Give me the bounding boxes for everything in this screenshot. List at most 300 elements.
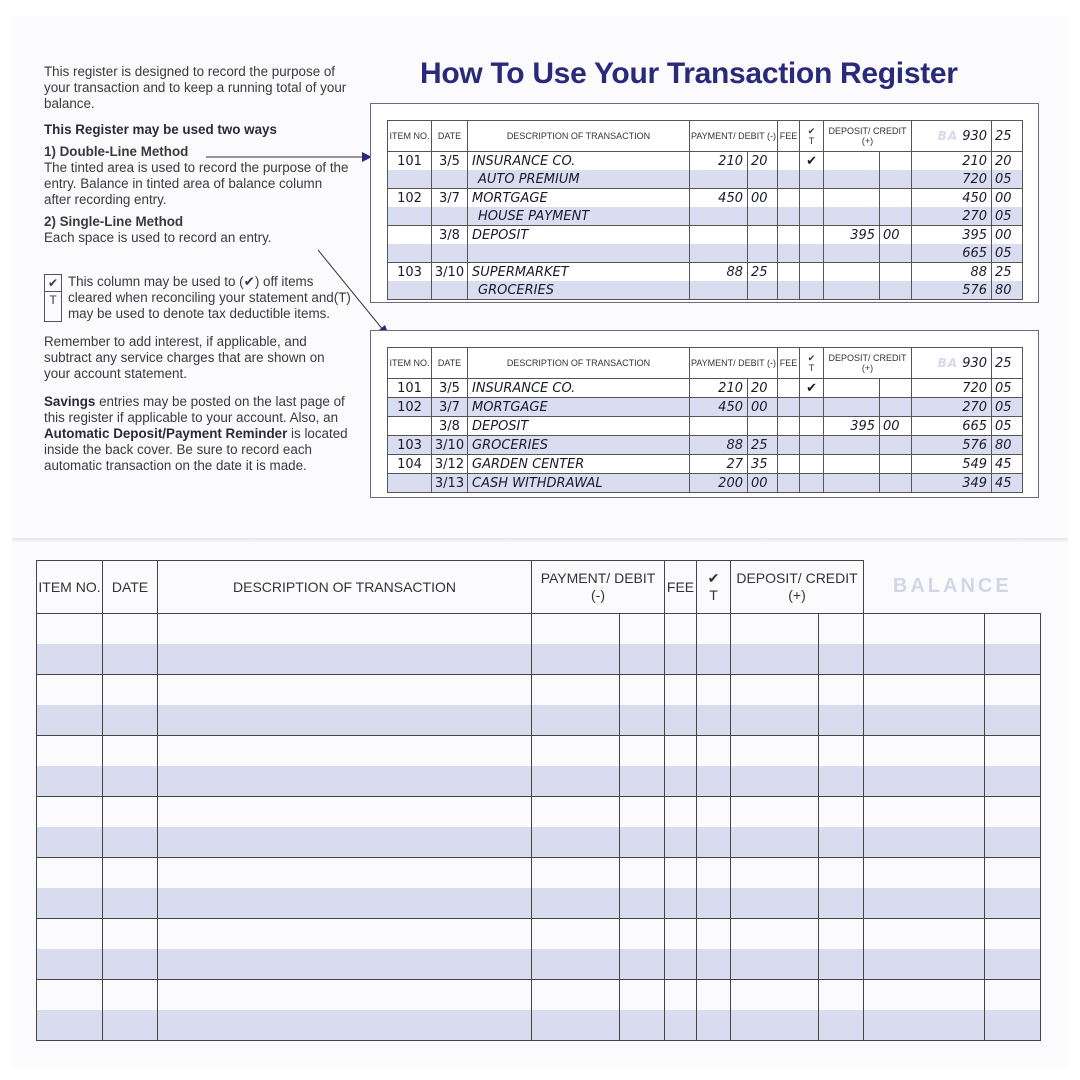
balance-dollars-field[interactable]: [864, 644, 985, 675]
deposit-cents: [880, 152, 912, 171]
check-cell: [800, 170, 824, 189]
payment-cents-field[interactable]: [620, 797, 665, 828]
fee-cell: [778, 417, 800, 436]
fee-field[interactable]: [665, 766, 697, 797]
date-cell: 3/7: [432, 398, 468, 417]
balance-dollars: 665: [912, 417, 992, 436]
check-field[interactable]: [697, 858, 731, 889]
payment-dollars-field[interactable]: [532, 858, 620, 889]
payment-cents: 00: [748, 189, 778, 208]
deposit-dollars: [824, 281, 880, 300]
date-cell: [432, 207, 468, 226]
deposit-dollars: [824, 436, 880, 455]
date-field[interactable]: [103, 980, 158, 1011]
table-row: [388, 207, 1023, 226]
start-balance: [912, 348, 992, 379]
check-field[interactable]: [697, 644, 731, 675]
description-cell: INSURANCE CO.: [468, 152, 690, 171]
balance-cents: 00: [992, 189, 1023, 208]
item-no-field[interactable]: [37, 888, 103, 919]
remember-text: Remember to add interest, if applicable, and subtract any service charges that are shown on your account statement.: [44, 334, 325, 381]
deposit-cents-field[interactable]: [819, 858, 864, 889]
payment-cents: 00: [748, 474, 778, 493]
deposit-cents-field[interactable]: [819, 766, 864, 797]
tax-t-label: T: [808, 136, 815, 146]
deposit-dollars-field[interactable]: [731, 766, 819, 797]
deposit-dollars-field[interactable]: [731, 644, 819, 675]
payment-dollars-field[interactable]: [532, 766, 620, 797]
balance-dollars-field[interactable]: [864, 797, 985, 828]
balance-cents: 05: [992, 417, 1023, 436]
payment-cents: [748, 417, 778, 436]
register-row[interactable]: [37, 888, 1041, 919]
col-check-header: [800, 348, 824, 379]
date-field[interactable]: [103, 858, 158, 889]
balance-cents-field[interactable]: [985, 1010, 1041, 1041]
register-row[interactable]: [37, 827, 1041, 858]
deposit-dollars: [824, 263, 880, 282]
item-no-field[interactable]: [37, 1010, 103, 1041]
description-cell: HOUSE PAYMENT: [468, 207, 690, 226]
example1-rows: [388, 152, 1023, 300]
fee-cell: [778, 207, 800, 226]
balance-dollars-field[interactable]: [864, 614, 985, 645]
start-balance: [912, 121, 992, 152]
deposit-cents-field[interactable]: [819, 644, 864, 675]
payment-cents-field[interactable]: [620, 949, 665, 980]
deposit-dollars-field[interactable]: [731, 675, 819, 706]
date-cell: 3/5: [432, 152, 468, 171]
register-date-header: DATE: [103, 561, 158, 614]
table-row: [388, 281, 1023, 300]
balance-dollars-field[interactable]: [864, 980, 985, 1011]
description-field[interactable]: [158, 797, 532, 828]
balance-cents-field[interactable]: [985, 797, 1041, 828]
payment-dollars-field[interactable]: [532, 1010, 620, 1041]
register-row[interactable]: [37, 1010, 1041, 1041]
deposit-dollars-field[interactable]: [731, 858, 819, 889]
description-cell: DEPOSIT: [468, 417, 690, 436]
balance-dollars-field[interactable]: [864, 888, 985, 919]
fee-cell: [778, 244, 800, 263]
payment-cents-field[interactable]: [620, 980, 665, 1011]
item-no-field[interactable]: [37, 675, 103, 706]
balance-dollars-field[interactable]: [864, 949, 985, 980]
item-no-field[interactable]: [37, 980, 103, 1011]
item-no-field[interactable]: [37, 705, 103, 736]
balance-cents-field[interactable]: [985, 858, 1041, 889]
balance-cents-field[interactable]: [985, 949, 1041, 980]
description-cell: DEPOSIT: [468, 226, 690, 245]
payment-dollars: 200: [690, 474, 748, 493]
balance-cents-field[interactable]: [985, 705, 1041, 736]
fee-field[interactable]: [665, 614, 697, 645]
payment-dollars: [690, 417, 748, 436]
date-field[interactable]: [103, 949, 158, 980]
register-row[interactable]: [37, 858, 1041, 889]
balance-dollars: 88: [912, 263, 992, 282]
check-field[interactable]: [697, 949, 731, 980]
description-field[interactable]: [158, 827, 532, 858]
deposit-dollars: [824, 398, 880, 417]
date-field[interactable]: [103, 888, 158, 919]
deposit-dollars: [824, 189, 880, 208]
item-no: 103: [388, 436, 432, 455]
deposit-cents: [880, 170, 912, 189]
table-row: [388, 244, 1023, 263]
fee-field[interactable]: [665, 980, 697, 1011]
item-no-field[interactable]: [37, 736, 103, 767]
balance-cents: 45: [992, 474, 1023, 493]
payment-cents-field[interactable]: [620, 644, 665, 675]
payment-dollars-field[interactable]: [532, 949, 620, 980]
description-cell: INSURANCE CO.: [468, 379, 690, 398]
description-field[interactable]: [158, 614, 532, 645]
description-cell: GARDEN CENTER: [468, 455, 690, 474]
balance-dollars-field[interactable]: [864, 766, 985, 797]
balance-dollars: 270: [912, 207, 992, 226]
register-row[interactable]: [37, 797, 1041, 828]
balance-dollars-field[interactable]: [864, 1010, 985, 1041]
date-cell: [432, 170, 468, 189]
check-field[interactable]: [697, 797, 731, 828]
balance-cents-field[interactable]: [985, 614, 1041, 645]
fee-cell: [778, 152, 800, 171]
payment-dollars: 210: [690, 152, 748, 171]
check-icon: ✔: [707, 570, 720, 586]
tax-t-label: T: [709, 587, 718, 603]
date-field[interactable]: [103, 919, 158, 950]
payment-cents: 25: [748, 436, 778, 455]
col-fee-header: FEE: [778, 348, 800, 379]
start-balance-cents: 25: [992, 348, 1023, 379]
deposit-dollars-field[interactable]: [731, 797, 819, 828]
check-field[interactable]: [697, 980, 731, 1011]
deposit-cents-field[interactable]: [819, 705, 864, 736]
balance-cents-field[interactable]: [985, 675, 1041, 706]
balance-dollars: 549: [912, 455, 992, 474]
col-item-header: ITEM NO.: [388, 121, 432, 152]
fee-cell: [778, 281, 800, 300]
item-no-field[interactable]: [37, 614, 103, 645]
balance-ghost: BA: [937, 128, 959, 143]
check-field[interactable]: [697, 705, 731, 736]
single-line-text: Each space is used to record an entry.: [44, 230, 272, 245]
check-field[interactable]: [697, 919, 731, 950]
table-row: [388, 152, 1023, 171]
deposit-dollars-field[interactable]: [731, 1010, 819, 1041]
date-field[interactable]: [103, 614, 158, 645]
item-no-field[interactable]: [37, 766, 103, 797]
fee-field[interactable]: [665, 705, 697, 736]
savings-part2: is located inside the back cover. Be sure to record each automatic transaction on the date it is made.: [44, 426, 348, 473]
check-field[interactable]: [697, 827, 731, 858]
table-row: [388, 263, 1023, 282]
register-row[interactable]: [37, 644, 1041, 675]
register-rows: [37, 614, 1041, 1041]
start-balance-dollars: 930: [962, 355, 988, 371]
balance-cents-field[interactable]: [985, 980, 1041, 1011]
payment-dollars-field[interactable]: [532, 797, 620, 828]
check-cell: [800, 417, 824, 436]
payment-cents-field[interactable]: [620, 858, 665, 889]
col-fee-header: FEE: [778, 121, 800, 152]
balance-dollars-field[interactable]: [864, 827, 985, 858]
check-field[interactable]: [697, 675, 731, 706]
payment-cents-field[interactable]: [620, 614, 665, 645]
payment-dollars-field[interactable]: [532, 705, 620, 736]
deposit-cents: [880, 474, 912, 493]
col-desc-header: DESCRIPTION OF TRANSACTION: [468, 121, 690, 152]
balance-cents-field[interactable]: [985, 919, 1041, 950]
check-field[interactable]: [697, 614, 731, 645]
item-no-field[interactable]: [37, 949, 103, 980]
example2-rows: [388, 379, 1023, 493]
check-field[interactable]: [697, 888, 731, 919]
description-cell: AUTO PREMIUM: [468, 170, 690, 189]
balance-dollars: 720: [912, 379, 992, 398]
date-field[interactable]: [103, 1010, 158, 1041]
check-cell: [800, 189, 824, 208]
savings-part1: entries may be posted on the last page of this register if applicable to your account. Also, an: [44, 394, 345, 425]
date-field[interactable]: [103, 827, 158, 858]
balance-dollars-field[interactable]: [864, 736, 985, 767]
date-field[interactable]: [103, 766, 158, 797]
payment-cents: 25: [748, 263, 778, 282]
description-field[interactable]: [158, 949, 532, 980]
fee-field[interactable]: [665, 949, 697, 980]
deposit-cents: [880, 281, 912, 300]
deposit-cents-field[interactable]: [819, 949, 864, 980]
example2-table: [387, 347, 1023, 493]
item-no-field[interactable]: [37, 797, 103, 828]
check-cell: [800, 398, 824, 417]
col-deposit-header: DEPOSIT/ CREDIT (+): [824, 348, 912, 379]
check-field[interactable]: [697, 736, 731, 767]
item-no: [388, 207, 432, 226]
payment-cents-field[interactable]: [620, 705, 665, 736]
deposit-cents-field[interactable]: [819, 980, 864, 1011]
register-row[interactable]: [37, 705, 1041, 736]
table-row: [388, 455, 1023, 474]
deposit-dollars-field[interactable]: [731, 919, 819, 950]
item-no-field[interactable]: [37, 919, 103, 950]
reminder-bold: Automatic Deposit/Payment Reminder: [44, 426, 288, 441]
balance-dollars-field[interactable]: [864, 705, 985, 736]
description-field[interactable]: [158, 644, 532, 675]
description-field[interactable]: [158, 766, 532, 797]
fee-field[interactable]: [665, 644, 697, 675]
fee-cell: [778, 189, 800, 208]
balance-cents-field[interactable]: [985, 766, 1041, 797]
deposit-cents-field[interactable]: [819, 675, 864, 706]
table-row: [388, 417, 1023, 436]
deposit-dollars-field[interactable]: [731, 736, 819, 767]
deposit-cents: [880, 436, 912, 455]
deposit-cents-field[interactable]: [819, 888, 864, 919]
deposit-dollars-field[interactable]: [731, 705, 819, 736]
date-cell: 3/12: [432, 455, 468, 474]
balance-cents: 80: [992, 281, 1023, 300]
item-no: [388, 281, 432, 300]
item-no: 104: [388, 455, 432, 474]
balance-cents: 05: [992, 170, 1023, 189]
balance-cents-field[interactable]: [985, 736, 1041, 767]
register-row[interactable]: [37, 675, 1041, 706]
description-cell: MORTGAGE: [468, 189, 690, 208]
table-row: [388, 436, 1023, 455]
table-row: [388, 398, 1023, 417]
check-cell: [800, 263, 824, 282]
description-field[interactable]: [158, 888, 532, 919]
register-row[interactable]: [37, 919, 1041, 950]
deposit-dollars-field[interactable]: [731, 888, 819, 919]
date-field[interactable]: [103, 644, 158, 675]
date-cell: [432, 244, 468, 263]
table-row: [388, 474, 1023, 493]
date-field[interactable]: [103, 736, 158, 767]
description-cell: SUPERMARKET: [468, 263, 690, 282]
blank-register: [36, 560, 1041, 1041]
deposit-cents-field[interactable]: [819, 919, 864, 950]
check-cell: [800, 207, 824, 226]
payment-dollars-field[interactable]: [532, 736, 620, 767]
payment-cents: 00: [748, 398, 778, 417]
deposit-dollars-field[interactable]: [731, 614, 819, 645]
deposit-cents-field[interactable]: [819, 797, 864, 828]
description-field[interactable]: [158, 858, 532, 889]
item-no: 101: [388, 379, 432, 398]
description-field[interactable]: [158, 675, 532, 706]
payment-cents-field[interactable]: [620, 919, 665, 950]
tax-t-label: T: [808, 363, 815, 373]
double-line-heading: 1) Double-Line Method: [44, 144, 189, 159]
description-field[interactable]: [158, 919, 532, 950]
register-row[interactable]: [37, 949, 1041, 980]
balance-dollars: 349: [912, 474, 992, 493]
balance-cents: 05: [992, 379, 1023, 398]
description-field[interactable]: [158, 980, 532, 1011]
ways-heading: This Register may be used two ways: [44, 122, 277, 137]
check-cell: [800, 436, 824, 455]
payment-dollars-field[interactable]: [532, 675, 620, 706]
payment-dollars-field[interactable]: [532, 827, 620, 858]
check-icon: ✔: [807, 353, 816, 363]
payment-cents: [748, 244, 778, 263]
fee-cell: [778, 474, 800, 493]
check-cell: [800, 474, 824, 493]
register-payment-header: PAYMENT/ DEBIT (-): [532, 561, 665, 614]
payment-dollars-field[interactable]: [532, 919, 620, 950]
description-field[interactable]: [158, 736, 532, 767]
start-balance-dollars: 930: [962, 128, 988, 144]
balance-cents-field[interactable]: [985, 827, 1041, 858]
date-field[interactable]: [103, 705, 158, 736]
register-balance-header: [864, 561, 1041, 614]
payment-cents-field[interactable]: [620, 827, 665, 858]
balance-cents-field[interactable]: [985, 888, 1041, 919]
savings-bold: Savings: [44, 394, 96, 409]
balance-cents: 05: [992, 398, 1023, 417]
item-no-field[interactable]: [37, 644, 103, 675]
register-row[interactable]: [37, 736, 1041, 767]
description-field[interactable]: [158, 1010, 532, 1041]
date-cell: 3/8: [432, 417, 468, 436]
payment-cents-field[interactable]: [620, 1010, 665, 1041]
deposit-dollars-field[interactable]: [731, 980, 819, 1011]
payment-dollars-field[interactable]: [532, 644, 620, 675]
fee-field[interactable]: [665, 827, 697, 858]
fee-field[interactable]: [665, 797, 697, 828]
fee-cell: [778, 170, 800, 189]
payment-dollars-field[interactable]: [532, 888, 620, 919]
balance-dollars-field[interactable]: [864, 858, 985, 889]
payment-cents-field[interactable]: [620, 888, 665, 919]
payment-cents-field[interactable]: [620, 675, 665, 706]
payment-cents: 20: [748, 379, 778, 398]
deposit-dollars-field[interactable]: [731, 827, 819, 858]
deposit-cents-field[interactable]: [819, 827, 864, 858]
fee-field[interactable]: [665, 888, 697, 919]
payment-cents-field[interactable]: [620, 736, 665, 767]
register-row[interactable]: [37, 766, 1041, 797]
fee-field[interactable]: [665, 1010, 697, 1041]
check-field[interactable]: [697, 766, 731, 797]
fee-field[interactable]: [665, 675, 697, 706]
deposit-cents: [880, 207, 912, 226]
item-no-field[interactable]: [37, 827, 103, 858]
col-deposit-header: DEPOSIT/ CREDIT (+): [824, 121, 912, 152]
col-date-header: DATE: [432, 121, 468, 152]
check-icon: ✔: [807, 126, 816, 136]
item-no: 101: [388, 152, 432, 171]
date-field[interactable]: [103, 797, 158, 828]
description-cell: [468, 244, 690, 263]
description-field[interactable]: [158, 705, 532, 736]
register-row[interactable]: [37, 614, 1041, 645]
payment-cents-field[interactable]: [620, 766, 665, 797]
balance-dollars-field[interactable]: [864, 675, 985, 706]
balance-dollars-field[interactable]: [864, 919, 985, 950]
example-single-line: [370, 330, 1039, 498]
deposit-cents-field[interactable]: [819, 736, 864, 767]
payment-dollars: [690, 170, 748, 189]
payment-dollars: [690, 207, 748, 226]
deposit-dollars: [824, 152, 880, 171]
deposit-cents: [880, 455, 912, 474]
deposit-dollars: [824, 244, 880, 263]
item-no-field[interactable]: [37, 858, 103, 889]
fee-field[interactable]: [665, 858, 697, 889]
payment-dollars-field[interactable]: [532, 980, 620, 1011]
payment-cents: [748, 207, 778, 226]
deposit-cents: [880, 379, 912, 398]
item-no: 102: [388, 398, 432, 417]
description-cell: CASH WITHDRAWAL: [468, 474, 690, 493]
col-payment-header: PAYMENT/ DEBIT (-): [690, 121, 778, 152]
balance-cents-field[interactable]: [985, 644, 1041, 675]
deposit-cents-field[interactable]: [819, 1010, 864, 1041]
payment-dollars: 27: [690, 455, 748, 474]
payment-dollars-field[interactable]: [532, 614, 620, 645]
fee-field[interactable]: [665, 736, 697, 767]
check-field[interactable]: [697, 1010, 731, 1041]
deposit-cents-field[interactable]: [819, 614, 864, 645]
fee-field[interactable]: [665, 919, 697, 950]
deposit-dollars-field[interactable]: [731, 949, 819, 980]
register-row[interactable]: [37, 980, 1041, 1011]
date-field[interactable]: [103, 675, 158, 706]
